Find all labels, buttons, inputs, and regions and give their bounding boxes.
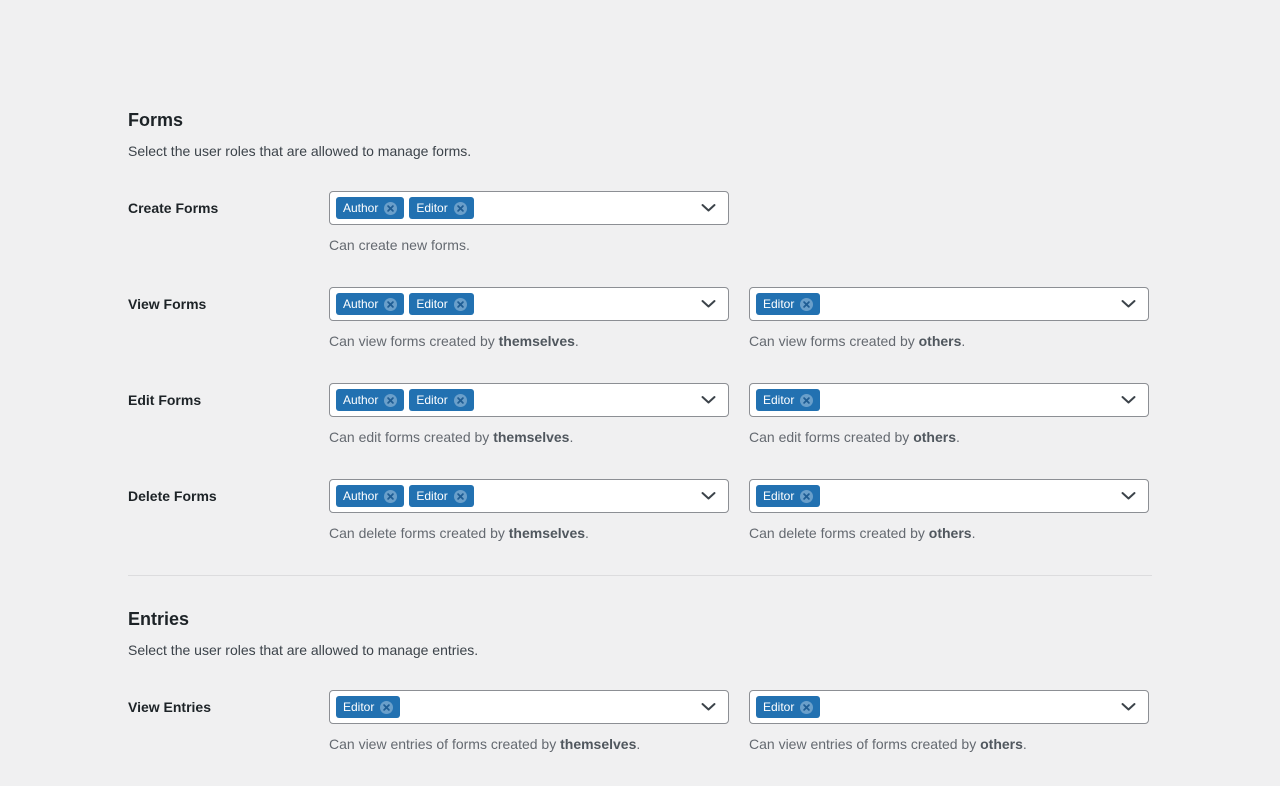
role-field xyxy=(749,690,1149,752)
role-tag-label: Author xyxy=(343,393,379,407)
role-tag xyxy=(756,293,820,315)
remove-role-icon[interactable] xyxy=(800,394,813,407)
role-multiselect[interactable] xyxy=(749,479,1149,513)
role-tag xyxy=(409,293,473,315)
selected-role-tags xyxy=(336,293,474,315)
role-tag xyxy=(409,197,473,219)
role-tag xyxy=(756,389,820,411)
permission-label: Edit Forms xyxy=(128,392,202,408)
role-multiselect[interactable] xyxy=(329,479,729,513)
permission-label: Create Forms xyxy=(128,200,219,216)
role-multiselect[interactable] xyxy=(329,191,729,225)
role-field xyxy=(329,690,729,752)
role-tag-label: Editor xyxy=(763,489,795,503)
section-description: Select the user roles that are allowed to manage entries. xyxy=(128,642,479,658)
role-multiselect[interactable] xyxy=(329,690,729,724)
permission-fields xyxy=(329,479,1149,541)
permission-row xyxy=(128,383,1152,445)
field-help-text: Can create new forms. xyxy=(329,237,470,253)
remove-role-icon[interactable] xyxy=(454,298,467,311)
role-multiselect[interactable] xyxy=(329,383,729,417)
chevron-down-icon xyxy=(701,300,716,309)
chevron-down-icon xyxy=(1121,396,1136,405)
role-tag-label: Author xyxy=(343,201,379,215)
settings-section xyxy=(128,609,1152,752)
remove-role-icon[interactable] xyxy=(380,701,393,714)
remove-role-icon[interactable] xyxy=(384,490,397,503)
selected-role-tags xyxy=(756,389,820,411)
section-description: Select the user roles that are allowed to manage forms. xyxy=(128,143,472,159)
role-multiselect[interactable] xyxy=(749,690,1149,724)
role-tag xyxy=(409,485,473,507)
permission-row xyxy=(128,690,1152,752)
selected-role-tags xyxy=(756,293,820,315)
role-tag-label: Editor xyxy=(343,700,375,714)
selected-role-tags xyxy=(336,696,400,718)
role-field xyxy=(749,479,1149,541)
role-tag-label: Editor xyxy=(763,393,795,407)
field-help-text: Can view entries of forms created by others. xyxy=(749,736,1027,752)
section-divider xyxy=(128,575,1152,576)
section-title: Forms xyxy=(128,110,184,130)
permission-fields xyxy=(329,383,1149,445)
field-help-text: Can view entries of forms created by themselves. xyxy=(329,736,641,752)
remove-role-icon[interactable] xyxy=(384,202,397,215)
permission-label: Delete Forms xyxy=(128,488,217,504)
role-tag-label: Editor xyxy=(763,297,795,311)
role-multiselect[interactable] xyxy=(749,287,1149,321)
permission-row xyxy=(128,191,1152,253)
chevron-down-icon xyxy=(1121,300,1136,309)
chevron-down-icon xyxy=(701,204,716,213)
permission-fields xyxy=(329,287,1149,349)
role-tag-label: Editor xyxy=(416,393,448,407)
permission-row xyxy=(128,287,1152,349)
role-tag-label: Editor xyxy=(416,489,448,503)
chevron-down-icon xyxy=(701,396,716,405)
remove-role-icon[interactable] xyxy=(384,298,397,311)
role-multiselect[interactable] xyxy=(749,383,1149,417)
chevron-down-icon xyxy=(701,703,716,712)
field-help-text: Can edit forms created by others. xyxy=(749,429,960,445)
field-help-text: Can view forms created by themselves. xyxy=(329,333,579,349)
selected-role-tags xyxy=(336,485,474,507)
selected-role-tags xyxy=(336,389,474,411)
role-tag-label: Author xyxy=(343,297,379,311)
permission-label: View Entries xyxy=(128,699,212,715)
selected-role-tags xyxy=(336,197,474,219)
selected-role-tags xyxy=(756,696,820,718)
role-field xyxy=(749,383,1149,445)
chevron-down-icon xyxy=(1121,492,1136,501)
role-field xyxy=(329,287,729,349)
remove-role-icon[interactable] xyxy=(384,394,397,407)
remove-role-icon[interactable] xyxy=(800,298,813,311)
field-help-text: Can delete forms created by themselves. xyxy=(329,525,589,541)
role-tag-label: Editor xyxy=(763,700,795,714)
role-tag xyxy=(756,696,820,718)
role-settings-content xyxy=(128,110,1152,786)
role-multiselect[interactable] xyxy=(329,287,729,321)
chevron-down-icon xyxy=(1121,703,1136,712)
role-tag xyxy=(409,389,473,411)
field-help-text: Can delete forms created by others. xyxy=(749,525,976,541)
role-tag xyxy=(336,197,404,219)
field-help-text: Can view forms created by others. xyxy=(749,333,966,349)
section-rows xyxy=(128,191,1152,541)
role-tag xyxy=(336,485,404,507)
remove-role-icon[interactable] xyxy=(454,202,467,215)
permission-row xyxy=(128,479,1152,541)
field-help-text: Can edit forms created by themselves. xyxy=(329,429,574,445)
role-field xyxy=(329,383,729,445)
role-tag xyxy=(336,293,404,315)
permission-label: View Forms xyxy=(128,296,207,312)
remove-role-icon[interactable] xyxy=(454,490,467,503)
role-field xyxy=(329,191,729,253)
role-tag-label: Editor xyxy=(416,297,448,311)
remove-role-icon[interactable] xyxy=(800,701,813,714)
settings-section xyxy=(128,110,1152,541)
role-tag xyxy=(756,485,820,507)
section-rows xyxy=(128,690,1152,752)
role-tag xyxy=(336,696,400,718)
chevron-down-icon xyxy=(701,492,716,501)
role-field xyxy=(329,479,729,541)
role-tag xyxy=(336,389,404,411)
remove-role-icon[interactable] xyxy=(454,394,467,407)
permission-fields xyxy=(329,191,729,253)
remove-role-icon[interactable] xyxy=(800,490,813,503)
permission-fields xyxy=(329,690,1149,752)
selected-role-tags xyxy=(756,485,820,507)
role-tag-label: Editor xyxy=(416,201,448,215)
role-field xyxy=(749,287,1149,349)
section-title: Entries xyxy=(128,609,190,629)
role-tag-label: Author xyxy=(343,489,379,503)
